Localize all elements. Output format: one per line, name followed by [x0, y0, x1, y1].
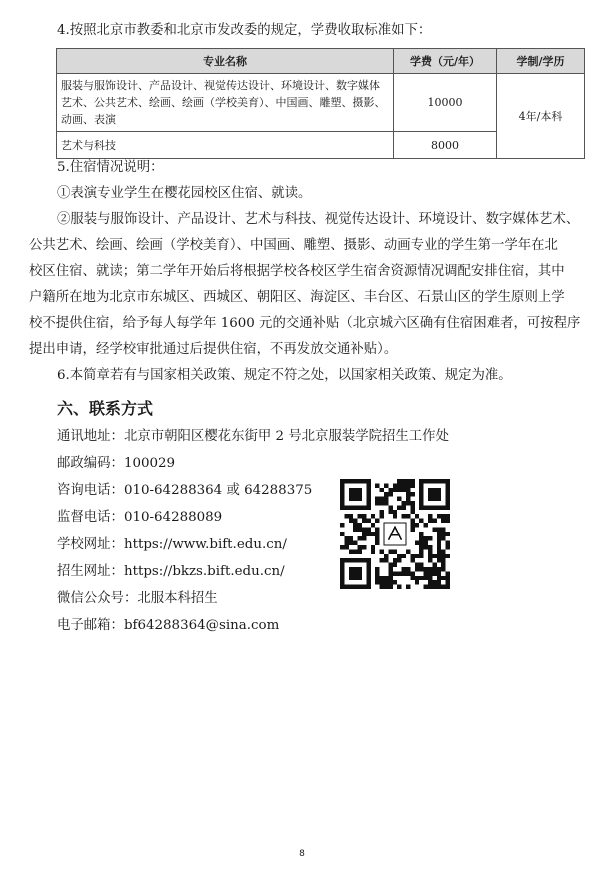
lodging-item-2-line: 校不提供住宿，给予每人每学年 1600 元的交通补贴（北京城六区确有住宿困难者，可按程序	[29, 316, 581, 331]
qr-finder-bottom-left	[340, 558, 371, 589]
lodging-item-2-line: 公共艺术、绘画、绘画（学校美育）、中国画、雕塑、摄影、动画专业的学生第一学年在北	[29, 238, 558, 253]
contact-address: 通讯地址：北京市朝阳区樱花东街甲 2 号北京服装学院招生工作处	[57, 429, 449, 444]
page-number: 8	[299, 849, 305, 859]
major-cell: 艺术与科技	[57, 132, 394, 159]
duration-cell: 4年/本科	[497, 74, 585, 159]
lodging-item-2-line: 户籍所在地为北京市东城区、西城区、朝阳区、海淀区、丰台区、石景山区的学生原则上学	[29, 290, 565, 305]
contact-wechat: 微信公众号：北服本科招生	[57, 591, 218, 606]
policy-note: 6.本简章若有与国家相关政策、规定不符之处，以国家相关政策、规定为准。	[57, 368, 512, 383]
qr-center-logo	[384, 523, 406, 545]
major-cell: 服装与服饰设计、产品设计、视觉传达设计、环境设计、数字媒体艺术、公共艺术、绘画、绘画（学校美育）、中国画、雕塑、摄影、动画、表演	[57, 74, 394, 132]
contact-email: 电子邮箱：bf64288364@sina.com	[57, 618, 280, 633]
header-major: 专业名称	[57, 49, 394, 74]
qr-finder-top-left	[340, 479, 371, 510]
qr-code-image	[340, 479, 450, 589]
qr-finder-top-right	[419, 479, 450, 510]
table-row	[57, 74, 585, 132]
contact-heading: 六、联系方式	[57, 399, 154, 418]
fee-table-header-row	[57, 49, 585, 74]
contact-supervision-phone: 监督电话：010-64288089	[57, 510, 223, 525]
fee-cell: 10000	[394, 74, 497, 132]
header-fee: 学费（元/年）	[394, 49, 497, 74]
lodging-title: 5.住宿情况说明：	[57, 160, 164, 175]
contact-inquiry-phone: 咨询电话：010-64288364 或 64288375	[57, 483, 313, 498]
contact-postcode: 邮政编码：100029	[57, 456, 176, 471]
lodging-item-2-line: 校区住宿、就读；第二学年开始后将根据学校各校区学生宿舍资源情况调配安排住宿，其中	[29, 264, 565, 279]
lodging-item-1: ①表演专业学生在樱花园校区住宿、就读。	[57, 186, 312, 201]
fee-table	[56, 48, 585, 159]
lodging-item-2-line: 提出申请，经学校审批通过后提供住宿，不再发放交通补贴）。	[29, 342, 398, 357]
contact-school-website: 学校网址：https://www.bift.edu.cn/	[57, 537, 287, 552]
contact-admission-website: 招生网址：https://bkzs.bift.edu.cn/	[57, 564, 285, 579]
lodging-item-2-line: ②服装与服饰设计、产品设计、艺术与科技、视觉传达设计、环境设计、数字媒体艺术、	[57, 212, 580, 227]
header-duration: 学制/学历	[497, 49, 585, 74]
fee-cell: 8000	[394, 132, 497, 159]
fee-intro: 4.按照北京市教委和北京市发改委的规定，学费收取标准如下：	[57, 23, 432, 38]
